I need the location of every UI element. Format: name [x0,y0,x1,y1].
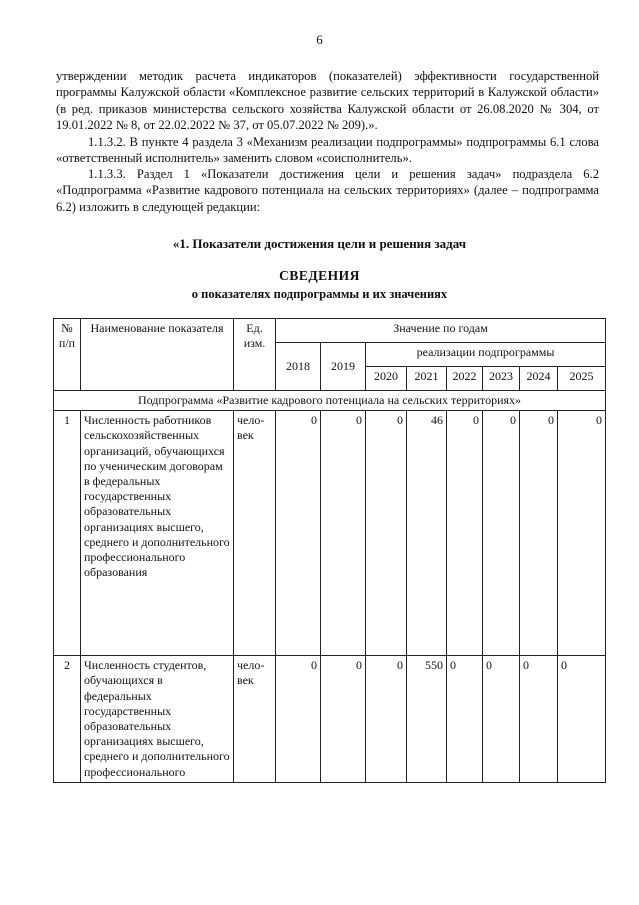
table-row [54,411,606,656]
row-value-2021: 46 [407,411,447,656]
header-year-2022: 2022 [447,367,483,391]
document-subtitle: о показателях подпрограммы и их значениях [191,287,448,301]
row-unit: чело-век [234,656,276,783]
header-year-2019: 2019 [321,343,366,391]
indicators-table [53,318,606,783]
row-value-2025: 0 [558,656,606,783]
header-year-2018: 2018 [276,343,321,391]
row-value-2023: 0 [483,656,520,783]
row-value-2020: 0 [366,411,407,656]
row-value-2019: 0 [321,656,366,783]
document-title: СВЕДЕНИЯ [279,268,360,283]
subprogram-row [54,391,606,411]
header-unit: Ед. изм. [234,319,276,391]
row-value-2024: 0 [520,656,558,783]
row-num: 2 [54,656,81,783]
page-number: 6 [316,32,323,47]
header-year-2024: 2024 [520,367,558,391]
row-name: Численность работников сельскохозяйственных организаций, обучающихся по ученическим договорам в федеральных государственных образовательных организациях высшего, среднего и дополнительного профессионального образования [81,411,234,656]
row-value-2022: 0 [447,656,483,783]
paragraph-1-1-3-3: 1.1.3.3. Раздел 1 «Показатели достижения цели и решения задач» подраздела 6.2 «Подпрограмма «Развитие кадрового потенциала на сельских территориях» (далее – подпрограмма 6.2) изложить в следующей редакции: [56,167,599,214]
header-year-2023: 2023 [483,367,520,391]
row-value-2018: 0 [276,411,321,656]
header-name: Наименование показателя [81,319,234,391]
row-value-2025: 0 [558,411,606,656]
paragraph-methodology: утверждении методик расчета индикаторов (показателей) эффективности государственной программы Калужской области «Комплексное развитие сельских территорий в Калужской области» (в ред. приказов министерства сельского хозяйства Калужской области от 26.08.2020 № 304, от 19.01.2022 № 8, от 22.02.2022 № 37, от 05.07.2022 № 209).». [56,69,599,132]
row-num: 1 [54,411,81,656]
row-value-2019: 0 [321,411,366,656]
row-value-2018: 0 [276,656,321,783]
row-value-2023: 0 [483,411,520,656]
header-year-2020: 2020 [366,367,407,391]
paragraph-1-1-3-2: 1.1.3.2. В пункте 4 раздела 3 «Механизм реализации подпрограммы» подпрограммы 6.1 слова «ответственный исполнитель» заменить словом «соисполнитель». [56,135,599,166]
row-value-2021: 550 [407,656,447,783]
row-value-2022: 0 [447,411,483,656]
row-name: Численность студентов, обучающихся в федеральных государственных образовательных организациях высшего, среднего и дополнительного профессионального [81,656,234,783]
table-row [54,656,606,783]
header-year-2021: 2021 [407,367,447,391]
row-value-2020: 0 [366,656,407,783]
header-year-2025: 2025 [558,367,606,391]
section-heading: «1. Показатели достижения цели и решения задач [172,236,467,251]
header-values-by-year: Значение по годам [276,319,606,343]
header-implementation: реализации подпрограммы [366,343,606,367]
row-value-2024: 0 [520,411,558,656]
row-unit: чело-век [234,411,276,656]
header-num: № п/п [54,319,81,391]
table-header-row [54,319,606,343]
subprogram-title: Подпрограмма «Развитие кадрового потенциала на сельских территориях» [54,391,606,411]
